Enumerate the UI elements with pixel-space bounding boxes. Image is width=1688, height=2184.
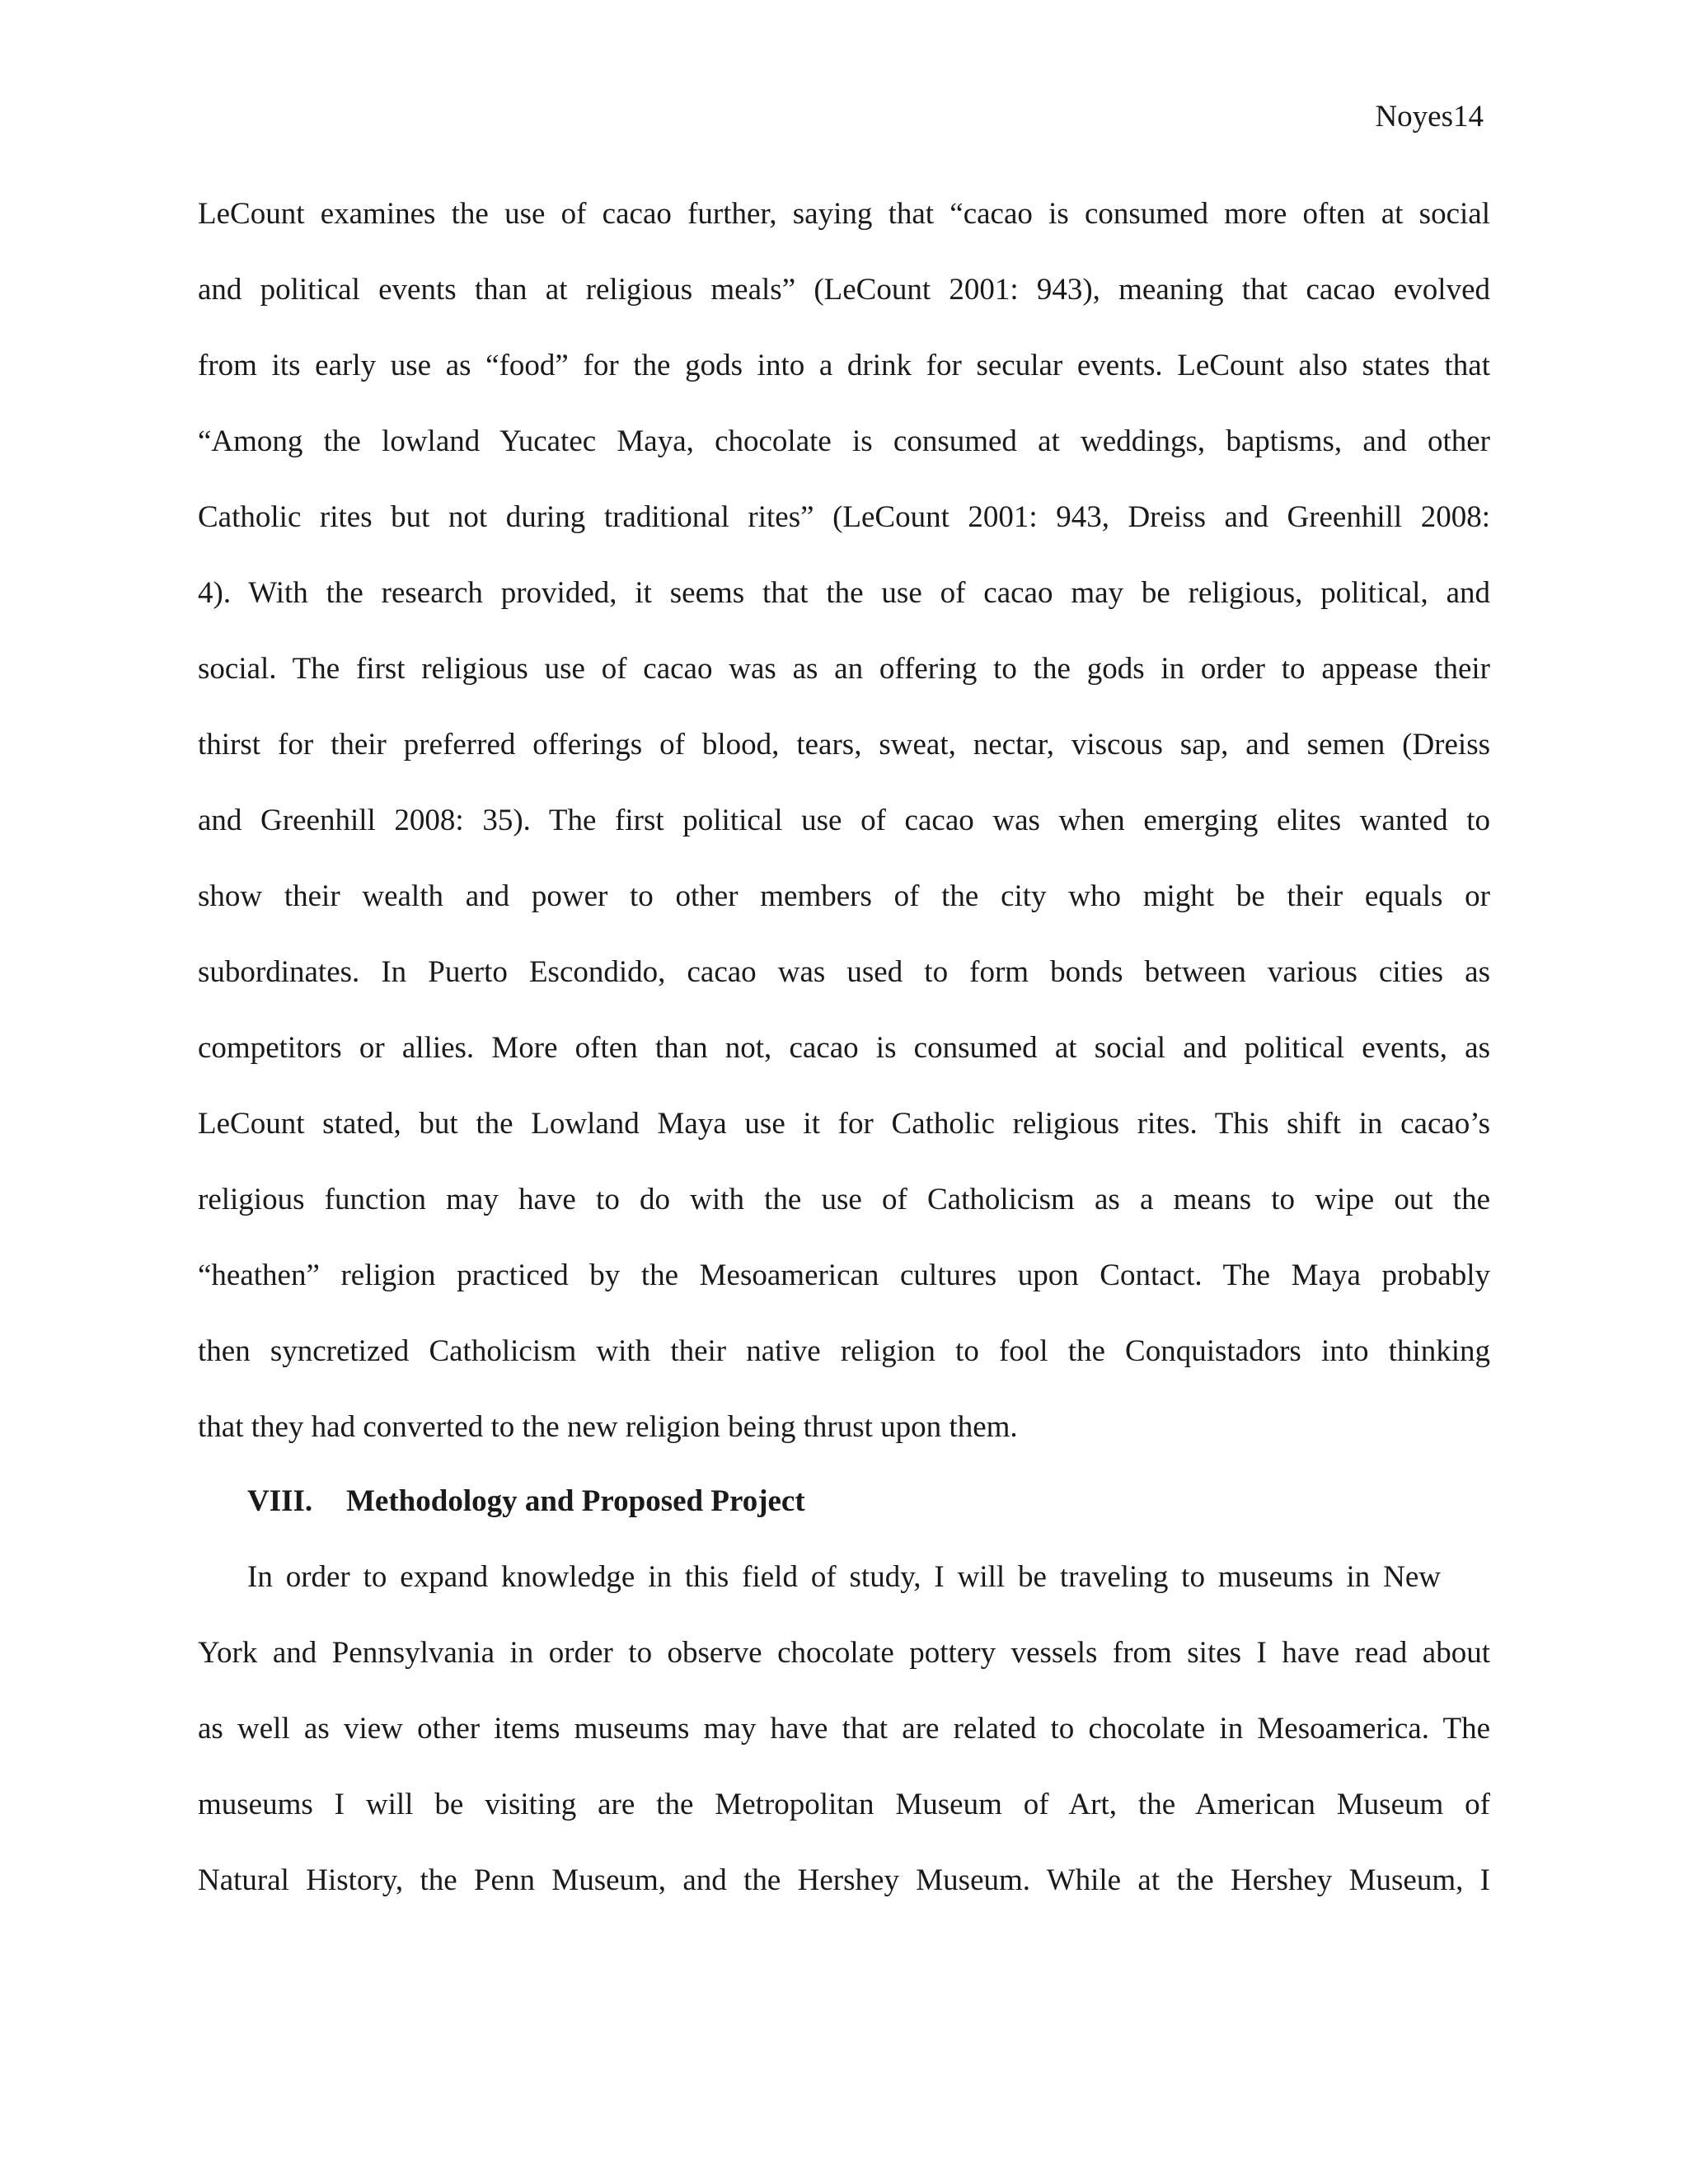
text-line: LeCount examines the use of cacao further, saying that “cacao is consumed more often at social — [198, 197, 1490, 231]
text-line: then syncretized Catholicism with their native religion to fool the Conquistadors into thinking — [198, 1334, 1490, 1368]
text-line: thirst for their preferred offerings of blood, tears, sweat, nectar, viscous sap, and semen (Dreiss — [198, 728, 1490, 762]
text-line: and Greenhill 2008: 35). The first political use of cacao was when emerging elites wanted to — [198, 804, 1490, 837]
text-line: “heathen” religion practiced by the Mesoamerican cultures upon Contact. The Maya probably — [198, 1258, 1490, 1292]
text-line: Catholic rites but not during traditional rites” (LeCount 2001: 943, Dreiss and Greenhill 2008: — [198, 500, 1490, 534]
section-number: VIII. — [247, 1484, 313, 1518]
text-line: that they had converted to the new religion being thrust upon them. — [198, 1410, 1018, 1444]
section-title: Methodology and Proposed Project — [346, 1484, 805, 1518]
text-line: and political events than at religious meals” (LeCount 2001: 943), meaning that cacao evolved — [198, 273, 1490, 307]
text-line: from its early use as “food” for the gods into a drink for secular events. LeCount also states that — [198, 349, 1490, 382]
text-line: York and Pennsylvania in order to observe chocolate pottery vessels from sites I have read about — [198, 1636, 1490, 1670]
text-line: museums I will be visiting are the Metropolitan Museum of Art, the American Museum of — [198, 1788, 1490, 1821]
text-line: subordinates. In Puerto Escondido, cacao was used to form bonds between various cities as — [198, 955, 1490, 989]
section-heading — [247, 1482, 805, 1521]
text-line: religious function may have to do with the use of Catholicism as a means to wipe out the — [198, 1183, 1490, 1216]
text-line: Natural History, the Penn Museum, and the Hershey Museum. While at the Hershey Museum, I — [198, 1863, 1490, 1897]
text-line: as well as view other items museums may have that are related to chocolate in Mesoamerica. The — [198, 1712, 1490, 1746]
text-line: 4). With the research provided, it seems that the use of cacao may be religious, political, and — [198, 576, 1490, 610]
page-header: Noyes14 — [1375, 100, 1484, 134]
text-line: LeCount stated, but the Lowland Maya use it for Catholic religious rites. This shift in cacao’s — [198, 1107, 1490, 1141]
text-line: “Among the lowland Yucatec Maya, chocolate is consumed at weddings, baptisms, and other — [198, 424, 1490, 458]
text-line: show their wealth and power to other members of the city who might be their equals or — [198, 879, 1490, 913]
text-line: social. The first religious use of cacao was as an offering to the gods in order to appease their — [198, 652, 1490, 686]
text-line: In order to expand knowledge in this field of study, I will be traveling to museums in New — [247, 1560, 1441, 1594]
text-line: competitors or allies. More often than not, cacao is consumed at social and political events, as — [198, 1031, 1490, 1065]
